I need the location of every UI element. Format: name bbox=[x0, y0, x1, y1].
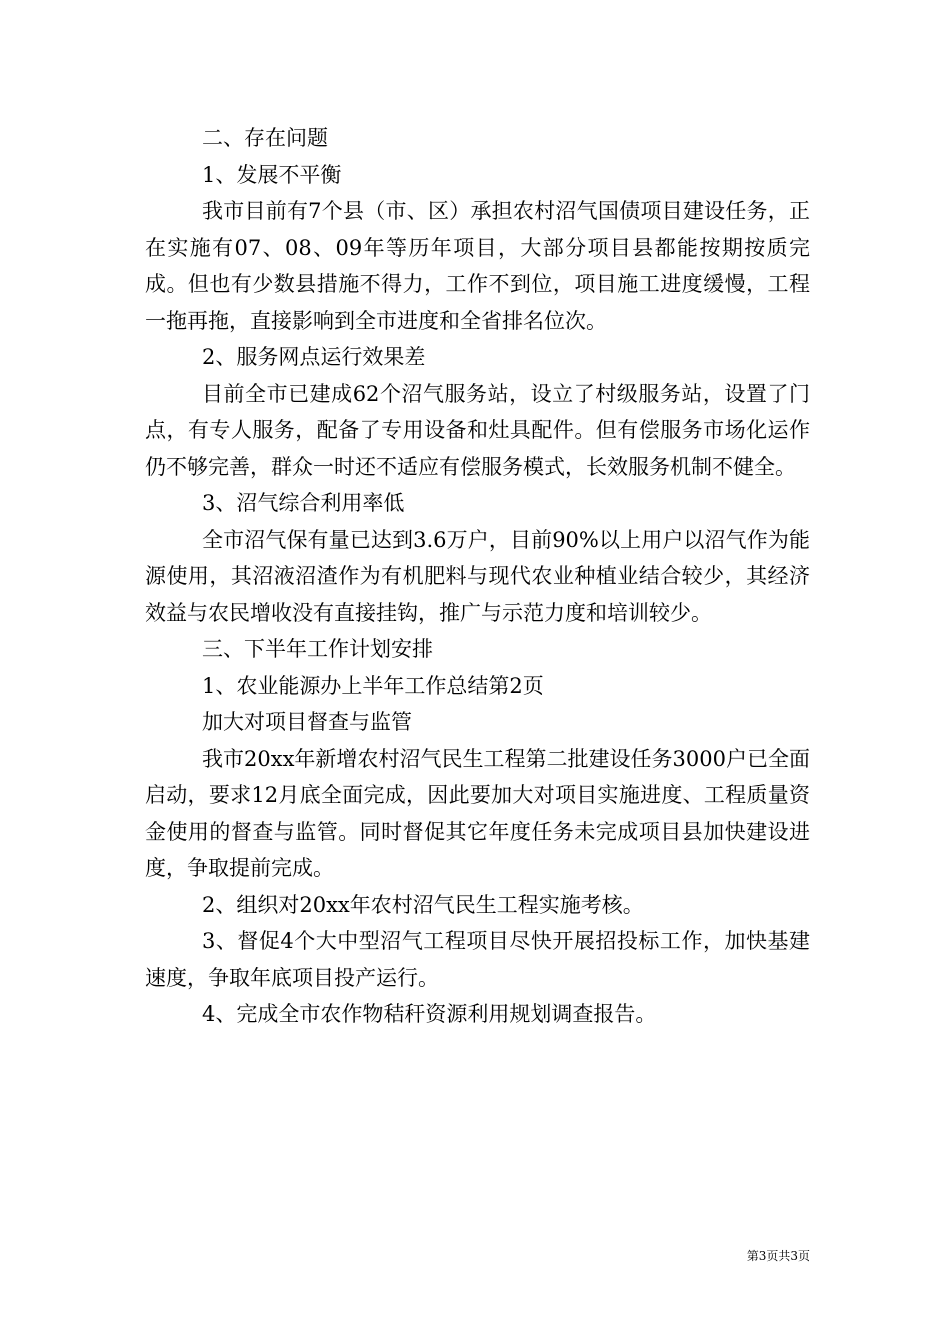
document-body bbox=[145, 120, 810, 1033]
plan-item-3: 3、督促4个大中型沼气工程项目尽快开展招投标工作，加快基建速度，争取年底项目投产运行。 bbox=[145, 929, 810, 990]
issue-heading-unbalanced-development: 1、发展不平衡 bbox=[202, 162, 342, 187]
plan-paragraph-supervision: 我市20xx年新增农村沼气民生工程第二批建设任务3000户已全面启动，要求12月底全面完成，因此要加大对项目实施进度、工程质量资金使用的督查与监管。同时督促其它年度任务未完成项目县加快建设进度，争取提前完成。 bbox=[145, 746, 810, 880]
issue-heading-service-network: 2、服务网点运行效果差 bbox=[202, 345, 426, 369]
issue-paragraph-service-network: 目前全市已建成62个沼气服务站，设立了村级服务站，设置了门点，有专人服务，配备了专用设备和灶具配件。但有偿服务市场化运作仍不够完善，群众一时还不适应有偿服务模式，长效服务机制不健全。 bbox=[145, 381, 810, 479]
section-heading-work-plan: 三、下半年工作计划安排 bbox=[202, 637, 433, 661]
plan-heading-1: 1、农业能源办上半年工作总结第2页 bbox=[202, 673, 544, 698]
issue-heading-biogas-utilization: 3、沼气综合利用率低 bbox=[202, 491, 405, 515]
issue-paragraph-biogas-utilization: 全市沼气保有量已达到3.6万户，目前90%以上用户以沼气作为能源使用，其沼液沼渣作为有机肥料与现代农业种植业结合较少，其经济效益与农民增收没有直接挂钩，推广与示范力度和培训较少。 bbox=[145, 527, 810, 625]
plan-item-2: 2、组织对20xx年农村沼气民生工程实施考核。 bbox=[202, 892, 644, 917]
section-heading-problems: 二、存在问题 bbox=[202, 126, 328, 150]
page-number-footer: 第3页共3页 bbox=[746, 1249, 810, 1263]
plan-subheading-supervision: 加大对项目督查与监管 bbox=[202, 710, 412, 734]
plan-item-4: 4、完成全市农作物秸秆资源利用规划调查报告。 bbox=[202, 1002, 657, 1026]
issue-paragraph-unbalanced-development: 我市目前有7个县（市、区）承担农村沼气国债项目建设任务，正在实施有07、08、09年等历年项目，大部分项目县都能按期按质完成。但也有少数县措施不得力，工作不到位，项目施工进度缓慢，工程一拖再拖，直接影响到全市进度和全省排名位次。 bbox=[145, 199, 810, 333]
